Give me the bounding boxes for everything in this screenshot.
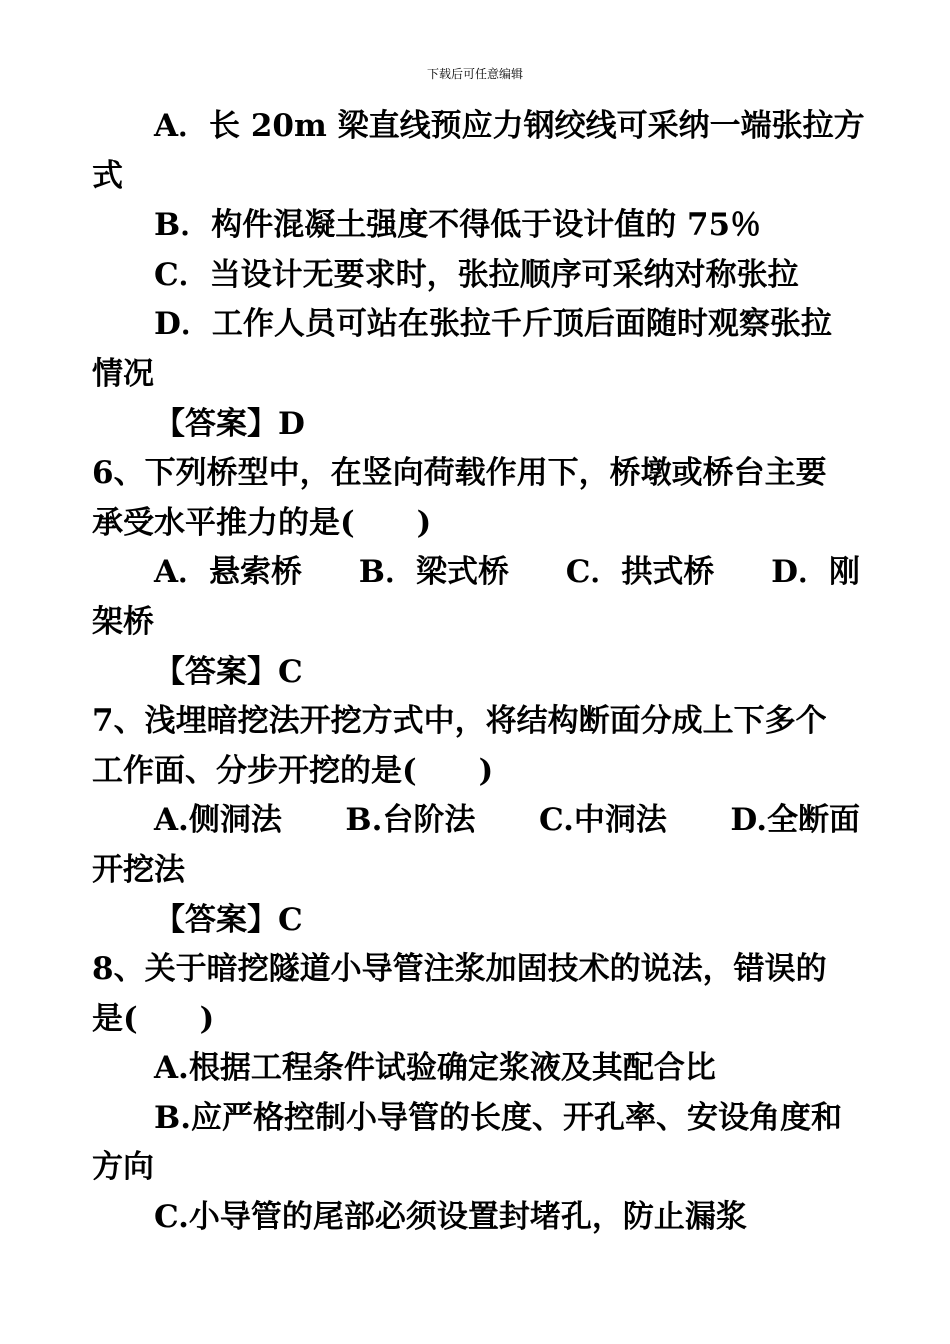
- option-text: A．悬索桥: [154, 554, 303, 591]
- text-line: 工作面、分步开挖的是( ): [92, 752, 494, 789]
- text-line: 6、下列桥型中，在竖向荷载作用下，桥墩或桥台主要: [92, 455, 827, 492]
- option-text: C.中洞法: [538, 802, 667, 839]
- options-row: [92, 796, 860, 846]
- option-text: A.侧洞法: [154, 802, 282, 839]
- text-line: 开挖法: [92, 851, 185, 888]
- page-header: 下载后可任意编辑: [426, 67, 523, 81]
- options-row: [92, 548, 860, 598]
- text-line: 架桥: [92, 603, 154, 640]
- option-text: C．拱式桥: [565, 554, 715, 591]
- text-line: D．工作人员可站在张拉千斤顶后面随时观察张拉: [154, 306, 832, 343]
- option-text: B．梁式桥: [358, 554, 509, 591]
- text-line: B．构件混凝土强度不得低于设计值的 75％: [154, 207, 762, 244]
- text-line: 情况: [92, 355, 154, 392]
- text-line: 是( ): [92, 1000, 215, 1037]
- text-line: 式: [92, 157, 123, 194]
- document-body: [92, 102, 865, 1243]
- text-line: 方向: [92, 1149, 154, 1186]
- option-text: D.全断面: [730, 802, 860, 839]
- text-line: B.应严格控制小导管的长度、开孔率、安设角度和: [154, 1099, 842, 1136]
- text-line: A．长 20m 梁直线预应力钢绞线可采纳一端张拉方: [154, 108, 865, 144]
- text-line: 承受水平推力的是( ): [92, 504, 432, 541]
- text-line: 8、关于暗挖隧道小导管注浆加固技术的说法，错误的: [92, 951, 827, 988]
- text-line: 【答案】D: [154, 405, 305, 442]
- text-line: 【答案】C: [154, 653, 303, 690]
- option-text: B.台阶法: [345, 802, 476, 839]
- text-line: C．当设计无要求时，张拉顺序可采纳对称张拉: [154, 256, 799, 293]
- option-text: D．刚: [771, 554, 860, 591]
- text-line: 7、浅埋暗挖法开挖方式中，将结构断面分成上下多个: [92, 703, 827, 740]
- text-line: 【答案】C: [154, 901, 303, 938]
- text-line: A.根据工程条件试验确定浆液及其配合比: [154, 1050, 716, 1087]
- text-line: C.小导管的尾部必须设置封堵孔，防止漏浆: [154, 1199, 747, 1236]
